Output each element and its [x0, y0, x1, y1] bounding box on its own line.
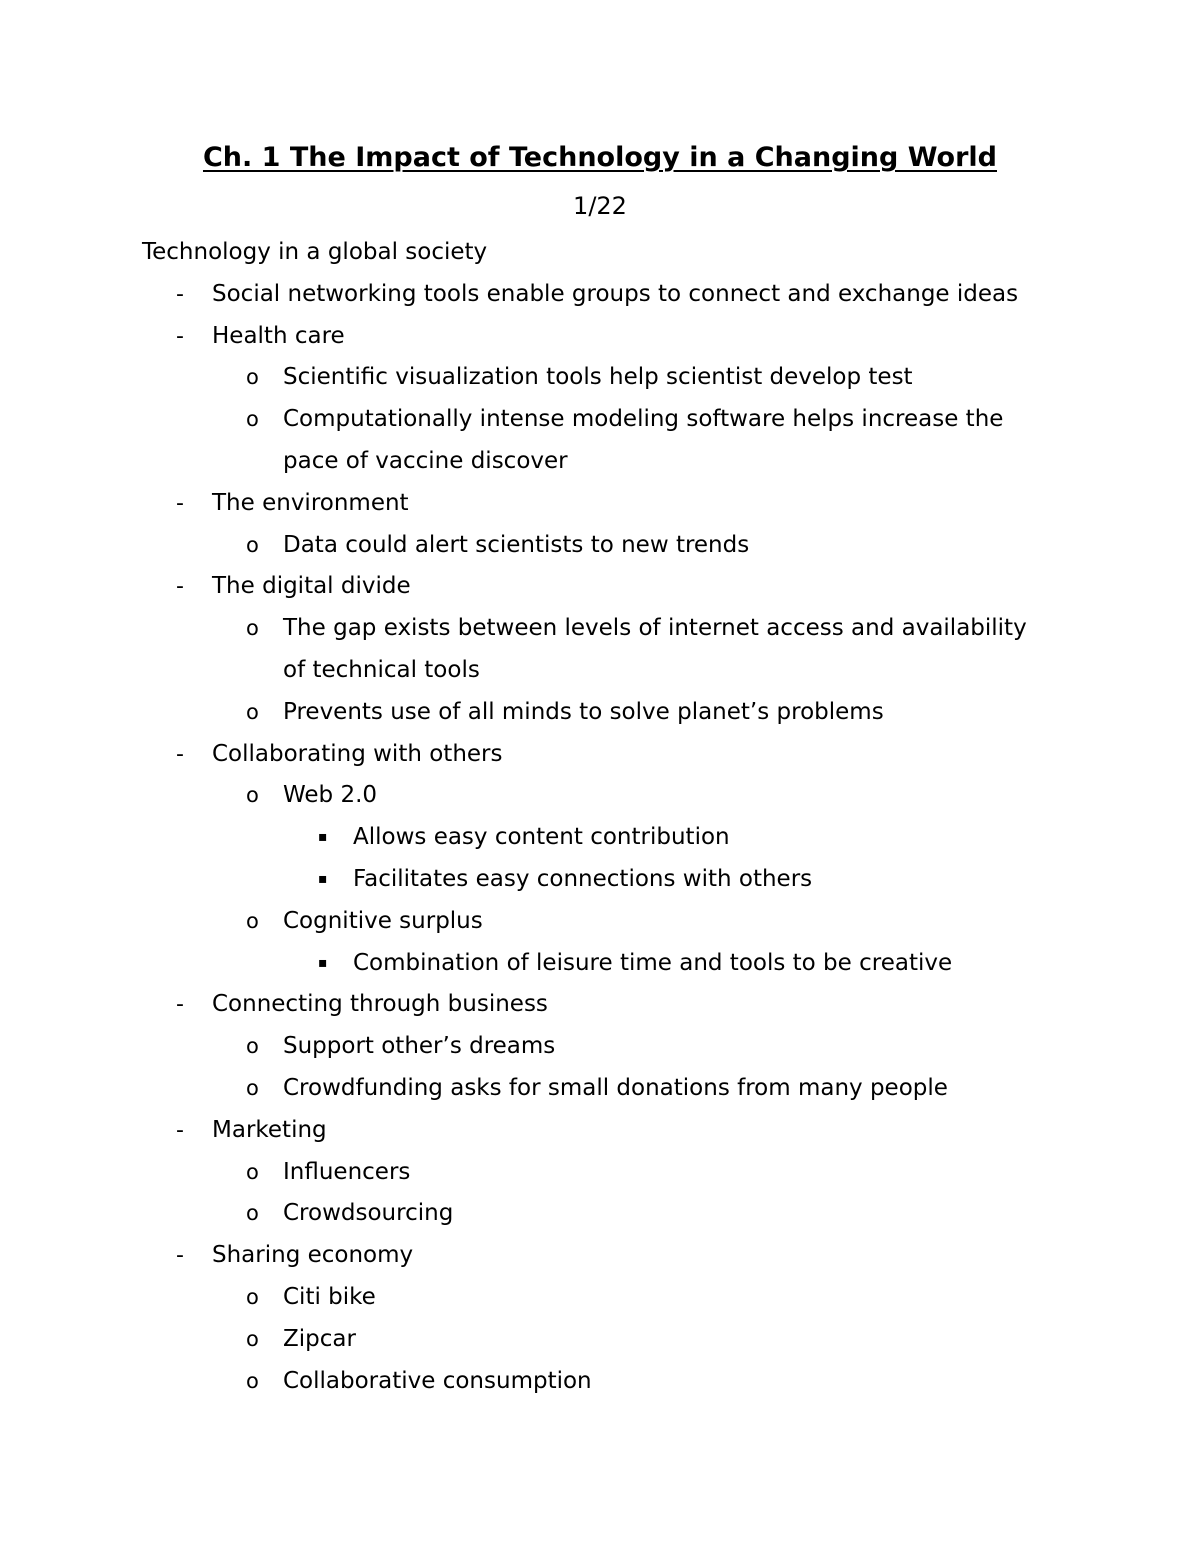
outline-text: Support other’s dreams: [283, 1033, 556, 1060]
outline-continuation: [0, 650, 1200, 692]
circle-bullet-icon: o: [246, 1368, 259, 1393]
outline-text: Scientific visualization tools help scientist develop test: [283, 364, 913, 391]
outline-text: Prevents use of all minds to solve planet’s problems: [283, 698, 884, 725]
outline-subsubitem: [0, 817, 1200, 859]
square-bullet-icon: ▪: [318, 954, 328, 971]
circle-bullet-icon: o: [246, 783, 259, 808]
outline-text: of technical tools: [283, 656, 480, 683]
outline-subitem: [0, 1361, 1200, 1403]
outline-text: Health care: [212, 322, 345, 349]
circle-bullet-icon: o: [246, 699, 259, 724]
outline-item: [0, 566, 1200, 608]
outline-text: Zipcar: [283, 1325, 356, 1352]
circle-bullet-icon: o: [246, 1075, 259, 1100]
outline-text: Collaborative consumption: [283, 1367, 592, 1394]
outline-text: pace of vaccine discover: [283, 447, 568, 474]
outline-text: Computationally intense modeling software helps increase the: [283, 406, 1004, 433]
outline-text: Technology in a global society: [142, 239, 488, 265]
notes-outline: [0, 232, 1200, 1402]
outline-subitem: [0, 901, 1200, 943]
square-bullet-icon: ▪: [318, 870, 328, 887]
outline-subitem: [0, 1026, 1200, 1068]
outline-item: [0, 1235, 1200, 1277]
outline-item: [0, 316, 1200, 358]
dash-bullet-icon: -: [176, 574, 184, 600]
outline-text: Allows easy content contribution: [353, 824, 730, 851]
circle-bullet-icon: o: [246, 365, 259, 390]
outline-subitem: [0, 1319, 1200, 1361]
outline-text: The gap exists between levels of internet access and availability: [283, 615, 1027, 642]
outline-text: Facilitates easy connections with others: [353, 865, 813, 892]
square-bullet-icon: ▪: [318, 829, 328, 846]
outline-item: [0, 984, 1200, 1026]
circle-bullet-icon: o: [246, 532, 259, 557]
outline-subitem: [0, 399, 1200, 441]
outline-text: Influencers: [283, 1158, 411, 1185]
outline-item: [0, 483, 1200, 525]
outline-subsubitem: [0, 943, 1200, 985]
circle-bullet-icon: o: [246, 1284, 259, 1309]
outline-text: Marketing: [212, 1116, 327, 1143]
outline-text: Combination of leisure time and tools to be creative: [353, 949, 953, 976]
outline-subsubitem: [0, 859, 1200, 901]
dash-bullet-icon: -: [176, 281, 184, 307]
outline-subitem: [0, 357, 1200, 399]
outline-text: The environment: [212, 489, 409, 516]
outline-continuation: [0, 441, 1200, 483]
outline-text: Connecting through business: [212, 991, 548, 1018]
dash-bullet-icon: -: [176, 741, 184, 767]
dash-bullet-icon: -: [176, 1243, 184, 1269]
outline-item: [0, 734, 1200, 776]
outline-subitem: [0, 525, 1200, 567]
circle-bullet-icon: o: [246, 1034, 259, 1059]
circle-bullet-icon: o: [246, 908, 259, 933]
outline-text: Social networking tools enable groups to connect and exchange ideas: [212, 280, 1019, 307]
outline-item: [0, 1110, 1200, 1152]
outline-subitem: [0, 1152, 1200, 1194]
dash-bullet-icon: -: [176, 490, 184, 516]
outline-subitem: [0, 1193, 1200, 1235]
outline-text: Web 2.0: [283, 782, 378, 809]
date-label: 1/22: [573, 192, 627, 220]
outline-text: Sharing economy: [212, 1242, 414, 1269]
outline-subitem: [0, 1277, 1200, 1319]
dash-bullet-icon: -: [176, 992, 184, 1018]
outline-subitem: [0, 608, 1200, 650]
circle-bullet-icon: o: [246, 616, 259, 641]
outline-text: Data could alert scientists to new trends: [283, 531, 750, 558]
circle-bullet-icon: o: [246, 1159, 259, 1184]
dash-bullet-icon: -: [176, 323, 184, 349]
outline-text: Collaborating with others: [212, 740, 503, 767]
outline-item: [0, 274, 1200, 316]
outline-subitem: [0, 692, 1200, 734]
outline-subitem: [0, 1068, 1200, 1110]
circle-bullet-icon: o: [246, 1326, 259, 1351]
outline-text: Crowdsourcing: [283, 1200, 454, 1227]
circle-bullet-icon: o: [246, 1201, 259, 1226]
dash-bullet-icon: -: [176, 1117, 184, 1143]
outline-text: Crowdfunding asks for small donations from many people: [283, 1074, 948, 1101]
outline-text: The digital divide: [212, 573, 411, 600]
outline-text: Citi bike: [283, 1283, 376, 1310]
outline-text: Cognitive surplus: [283, 907, 483, 934]
outline-subitem: [0, 775, 1200, 817]
outline-heading: [0, 232, 1200, 274]
page-title: Ch. 1 The Impact of Technology in a Changing World: [202, 142, 997, 173]
circle-bullet-icon: o: [246, 407, 259, 432]
